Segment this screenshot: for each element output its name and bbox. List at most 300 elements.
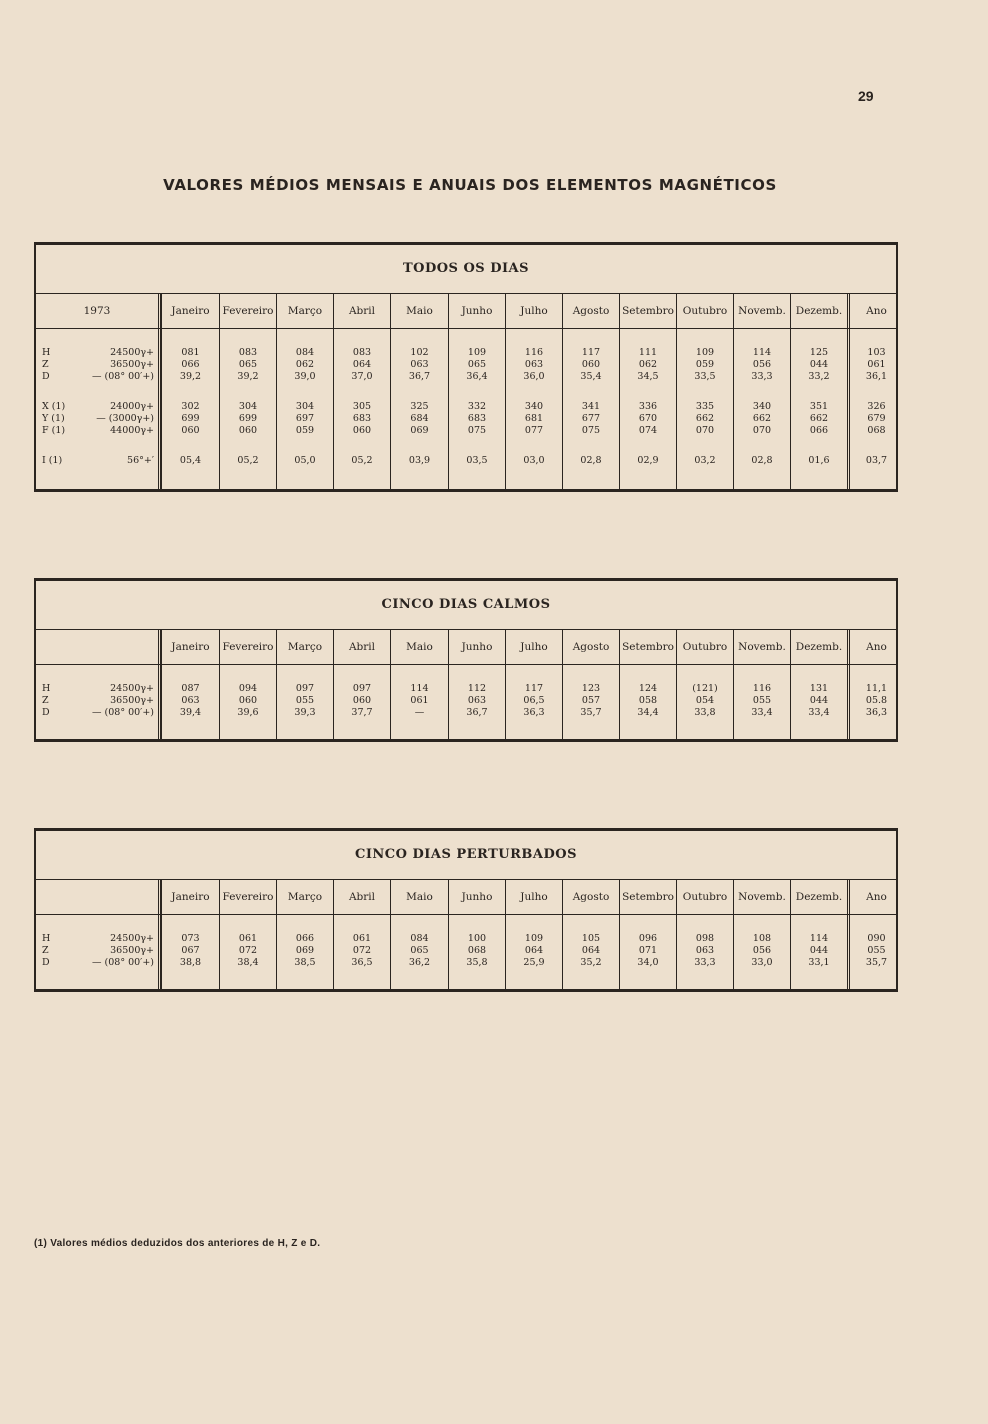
row-labels	[36, 329, 161, 489]
value-cell: 060	[352, 425, 372, 436]
value-cell: 077	[524, 425, 544, 436]
spacer	[334, 437, 390, 455]
value-cell: 063	[181, 695, 200, 706]
month-column	[276, 329, 333, 489]
column-header: Junho	[448, 880, 505, 914]
spacer	[162, 383, 219, 401]
value-cell: 36,7	[466, 707, 488, 718]
spacer	[220, 383, 276, 401]
value-cell: 063	[467, 695, 487, 706]
value-cell: 33,5	[694, 371, 716, 382]
value-cell: 06,5	[523, 695, 545, 706]
value-cell: 335	[695, 401, 715, 412]
value-cell: 114	[809, 933, 829, 944]
spacer	[449, 383, 505, 401]
value-cell: 073	[181, 933, 200, 944]
corner-cell: 1973	[36, 294, 161, 328]
spacer	[162, 437, 219, 455]
spacer	[677, 383, 733, 401]
value-cell: 326	[867, 401, 886, 412]
value-cell: 065	[410, 945, 429, 956]
value-cell: 125	[809, 347, 829, 358]
month-column	[161, 329, 219, 489]
value-cell: 03,2	[694, 455, 716, 466]
element-symbol: Z	[42, 945, 49, 956]
value-cell: 072	[352, 945, 372, 956]
value-cell: 36,0	[523, 371, 545, 382]
year-column	[847, 915, 903, 989]
table-todos-os-dias	[34, 242, 898, 492]
spacer	[449, 437, 505, 455]
spacer	[391, 383, 448, 401]
month-column	[219, 665, 276, 739]
element-symbol: D	[42, 707, 50, 718]
value-cell: 055	[867, 945, 886, 956]
element-base-value: — (08° 00′+)	[92, 957, 154, 968]
spacer	[506, 437, 562, 455]
row-label	[42, 695, 158, 707]
value-cell: 061	[238, 933, 258, 944]
value-cell: 066	[181, 359, 200, 370]
corner-cell	[36, 880, 161, 914]
value-cell: 061	[410, 695, 429, 706]
value-cell: 677	[581, 413, 601, 424]
column-header: Fevereiro	[219, 294, 276, 328]
corner-cell	[36, 630, 161, 664]
spacer	[220, 437, 276, 455]
spacer	[850, 383, 903, 401]
value-cell: 065	[467, 359, 487, 370]
column-header: Março	[276, 880, 333, 914]
column-header: Ano	[847, 880, 903, 914]
page-number: 29	[858, 88, 874, 104]
table-header-row	[36, 630, 896, 665]
value-cell: 05,0	[294, 455, 316, 466]
value-cell: 679	[867, 413, 886, 424]
column-header: Julho	[505, 294, 562, 328]
month-column	[562, 329, 619, 489]
column-header: Fevereiro	[219, 880, 276, 914]
value-cell: (121)	[692, 683, 718, 694]
value-cell: 35,8	[466, 957, 488, 968]
element-base-value: 36500γ+	[110, 359, 154, 370]
value-cell: 097	[295, 683, 315, 694]
value-cell: 05,4	[179, 455, 202, 466]
value-cell: 38,4	[237, 957, 259, 968]
spacer	[734, 437, 790, 455]
value-cell: 39,6	[237, 707, 259, 718]
value-cell: 103	[867, 347, 886, 358]
column-header: Novemb.	[733, 880, 790, 914]
column-header: Julho	[505, 880, 562, 914]
value-cell: 683	[352, 413, 372, 424]
element-symbol: I (1)	[42, 455, 63, 466]
row-label	[42, 683, 158, 695]
spacer	[563, 383, 619, 401]
value-cell: 056	[752, 945, 772, 956]
row-label	[42, 347, 158, 359]
column-header: Maio	[390, 294, 448, 328]
value-cell: 069	[295, 945, 315, 956]
value-cell: 304	[295, 401, 315, 412]
table-body	[36, 665, 896, 739]
month-column	[333, 329, 390, 489]
column-header: Agosto	[562, 630, 619, 664]
value-cell: 131	[809, 683, 829, 694]
value-cell: 05.8	[865, 695, 888, 706]
value-cell: 34,4	[637, 707, 659, 718]
month-column	[448, 665, 505, 739]
month-column	[448, 915, 505, 989]
value-cell: 105	[581, 933, 601, 944]
year-column	[847, 665, 903, 739]
value-cell: 059	[295, 425, 315, 436]
value-cell: 068	[467, 945, 487, 956]
value-cell: 39,4	[179, 707, 202, 718]
value-cell: 066	[295, 933, 315, 944]
value-cell: 066	[809, 425, 829, 436]
spacer	[563, 437, 619, 455]
element-base-value: — (08° 00′+)	[92, 707, 154, 718]
value-cell: 36,4	[466, 371, 488, 382]
table-body	[36, 915, 896, 989]
element-base-value: 24500γ+	[110, 683, 154, 694]
value-cell: 662	[809, 413, 829, 424]
value-cell: 39,3	[294, 707, 316, 718]
value-cell: 36,3	[523, 707, 545, 718]
value-cell: 063	[695, 945, 715, 956]
spacer	[620, 437, 676, 455]
value-cell: 060	[181, 425, 200, 436]
value-cell: 697	[295, 413, 315, 424]
value-cell: 37,0	[351, 371, 373, 382]
month-column	[562, 665, 619, 739]
value-cell: 662	[695, 413, 715, 424]
value-cell: 117	[581, 347, 601, 358]
element-symbol: D	[42, 957, 50, 968]
value-cell: 681	[524, 413, 544, 424]
value-cell: 340	[524, 401, 544, 412]
value-cell: 044	[809, 945, 829, 956]
value-cell: 096	[638, 933, 658, 944]
column-header: Ano	[847, 630, 903, 664]
value-cell: 36,3	[865, 707, 888, 718]
value-cell: 33,2	[808, 371, 830, 382]
value-cell: 074	[638, 425, 658, 436]
spacer	[334, 383, 390, 401]
value-cell: 063	[524, 359, 544, 370]
element-base-value: — (3000γ+)	[96, 413, 154, 424]
value-cell: 062	[295, 359, 315, 370]
value-cell: 02,8	[751, 455, 773, 466]
element-symbol: H	[42, 933, 51, 944]
element-symbol: X (1)	[42, 401, 66, 412]
value-cell: 060	[352, 695, 372, 706]
value-cell: 699	[238, 413, 258, 424]
value-cell: 072	[238, 945, 258, 956]
column-header: Novemb.	[733, 630, 790, 664]
value-cell: 38,8	[179, 957, 202, 968]
value-cell: 071	[638, 945, 658, 956]
value-cell: 341	[581, 401, 601, 412]
value-cell: 33,1	[808, 957, 830, 968]
month-column	[333, 915, 390, 989]
value-cell: 109	[467, 347, 487, 358]
value-cell: 39,0	[294, 371, 316, 382]
value-cell: 670	[638, 413, 658, 424]
spacer	[791, 383, 847, 401]
value-cell: 081	[181, 347, 200, 358]
spacer	[506, 383, 562, 401]
column-header: Novemb.	[733, 294, 790, 328]
value-cell: 35,2	[580, 957, 602, 968]
value-cell: 03,5	[466, 455, 488, 466]
row-label	[42, 371, 158, 383]
value-cell: 060	[581, 359, 601, 370]
month-column	[219, 915, 276, 989]
value-cell: 33,4	[751, 707, 773, 718]
value-cell: 075	[467, 425, 487, 436]
value-cell: 116	[524, 347, 544, 358]
row-label	[42, 933, 158, 945]
column-header: Abril	[333, 880, 390, 914]
element-base-value: 24500γ+	[110, 933, 154, 944]
column-header: Setembro	[619, 880, 676, 914]
month-column	[790, 915, 847, 989]
value-cell: 097	[352, 683, 372, 694]
table-cinco-dias-perturbados	[34, 828, 898, 992]
month-column	[619, 329, 676, 489]
column-header: Agosto	[562, 294, 619, 328]
spacer	[277, 383, 333, 401]
spacer	[850, 437, 903, 455]
value-cell: 05,2	[351, 455, 373, 466]
value-cell: 117	[524, 683, 544, 694]
value-cell: 084	[295, 347, 315, 358]
value-cell: 340	[752, 401, 772, 412]
value-cell: 114	[752, 347, 772, 358]
column-header: Março	[276, 294, 333, 328]
value-cell: 37,7	[351, 707, 373, 718]
value-cell: 332	[467, 401, 487, 412]
value-cell: 114	[410, 683, 429, 694]
value-cell: 02,8	[580, 455, 602, 466]
column-header: Janeiro	[161, 880, 219, 914]
column-header: Março	[276, 630, 333, 664]
month-column	[733, 665, 790, 739]
value-cell: 33,8	[694, 707, 716, 718]
spacer	[42, 383, 158, 401]
value-cell: 33,3	[694, 957, 716, 968]
month-column	[390, 915, 448, 989]
row-labels	[36, 665, 161, 739]
value-cell: 35,7	[580, 707, 602, 718]
value-cell: 059	[695, 359, 715, 370]
month-column	[219, 329, 276, 489]
value-cell: 055	[752, 695, 772, 706]
column-header: Ano	[847, 294, 903, 328]
month-column	[161, 665, 219, 739]
value-cell: 35,4	[580, 371, 602, 382]
value-cell: 25,9	[523, 957, 545, 968]
column-header: Outubro	[676, 880, 733, 914]
element-symbol: H	[42, 683, 51, 694]
value-cell: 064	[352, 359, 372, 370]
month-column	[619, 665, 676, 739]
spacer	[791, 437, 847, 455]
value-cell: 05,2	[237, 455, 259, 466]
element-symbol: H	[42, 347, 51, 358]
month-column	[676, 665, 733, 739]
value-cell: 075	[581, 425, 601, 436]
column-header: Abril	[333, 294, 390, 328]
value-cell: 112	[467, 683, 487, 694]
value-cell: 056	[752, 359, 772, 370]
value-cell: 123	[581, 683, 601, 694]
value-cell: 098	[695, 933, 715, 944]
value-cell: 083	[352, 347, 372, 358]
value-cell: 063	[410, 359, 429, 370]
year-column	[847, 329, 903, 489]
value-cell: 304	[238, 401, 258, 412]
row-label	[42, 455, 158, 467]
column-header: Fevereiro	[219, 630, 276, 664]
element-base-value: 24500γ+	[110, 347, 154, 358]
month-column	[448, 329, 505, 489]
column-header: Julho	[505, 630, 562, 664]
value-cell: 058	[638, 695, 658, 706]
value-cell: 683	[467, 413, 487, 424]
value-cell: 11,1	[865, 683, 888, 694]
spacer	[391, 437, 448, 455]
value-cell: 084	[410, 933, 429, 944]
column-header: Agosto	[562, 880, 619, 914]
table-cinco-dias-calmos	[34, 578, 898, 742]
month-column	[505, 915, 562, 989]
column-header: Maio	[390, 630, 448, 664]
element-symbol: F (1)	[42, 425, 66, 436]
value-cell: 01,6	[808, 455, 830, 466]
value-cell: 102	[410, 347, 429, 358]
row-label	[42, 957, 158, 969]
month-column	[505, 665, 562, 739]
value-cell: 090	[867, 933, 886, 944]
month-column	[676, 915, 733, 989]
element-symbol: Y (1)	[42, 413, 65, 424]
spacer	[620, 383, 676, 401]
column-header: Outubro	[676, 630, 733, 664]
element-symbol: Z	[42, 695, 49, 706]
table-header-row	[36, 880, 896, 915]
value-cell: 699	[181, 413, 200, 424]
element-base-value: 44000γ+	[110, 425, 154, 436]
value-cell: 351	[809, 401, 829, 412]
value-cell: 03,7	[865, 455, 888, 466]
table-title: CINCO DIAS PERTURBADOS	[36, 831, 896, 880]
value-cell: 02,9	[637, 455, 659, 466]
value-cell: 33,0	[751, 957, 773, 968]
month-column	[161, 915, 219, 989]
column-header: Dezemb.	[790, 880, 847, 914]
row-label	[42, 401, 158, 413]
value-cell: 116	[752, 683, 772, 694]
value-cell: 064	[581, 945, 601, 956]
column-header: Dezemb.	[790, 630, 847, 664]
value-cell: 109	[695, 347, 715, 358]
value-cell: 044	[809, 695, 829, 706]
value-cell: 064	[524, 945, 544, 956]
month-column	[276, 915, 333, 989]
month-column	[562, 915, 619, 989]
value-cell: 33,3	[751, 371, 773, 382]
element-base-value: — (08° 00′+)	[92, 371, 154, 382]
row-label	[42, 707, 158, 719]
row-label	[42, 413, 158, 425]
table-header-row	[36, 294, 896, 329]
element-symbol: Z	[42, 359, 49, 370]
table-title: TODOS OS DIAS	[36, 245, 896, 294]
column-header: Dezemb.	[790, 294, 847, 328]
value-cell: 36,5	[351, 957, 373, 968]
spacer	[677, 437, 733, 455]
value-cell: 36,2	[408, 957, 431, 968]
month-column	[276, 665, 333, 739]
value-cell: 34,0	[637, 957, 659, 968]
value-cell: 060	[238, 425, 258, 436]
value-cell: 36,1	[865, 371, 888, 382]
month-column	[390, 665, 448, 739]
value-cell: 33,4	[808, 707, 830, 718]
row-label	[42, 359, 158, 371]
month-column	[790, 665, 847, 739]
month-column	[790, 329, 847, 489]
value-cell: 336	[638, 401, 658, 412]
value-cell: 070	[695, 425, 715, 436]
element-base-value: 56°+′	[127, 455, 154, 466]
value-cell: 108	[752, 933, 772, 944]
value-cell: 662	[752, 413, 772, 424]
value-cell: 38,5	[294, 957, 316, 968]
value-cell: 069	[410, 425, 429, 436]
value-cell: 305	[352, 401, 372, 412]
month-column	[505, 329, 562, 489]
value-cell: 087	[181, 683, 200, 694]
value-cell: 111	[638, 347, 658, 358]
value-cell: 03,9	[408, 455, 431, 466]
value-cell: 057	[581, 695, 601, 706]
table-title: CINCO DIAS CALMOS	[36, 581, 896, 630]
month-column	[333, 665, 390, 739]
spacer	[277, 437, 333, 455]
value-cell: 094	[238, 683, 258, 694]
value-cell: 083	[238, 347, 258, 358]
column-header: Setembro	[619, 294, 676, 328]
value-cell: 044	[809, 359, 829, 370]
value-cell: 39,2	[237, 371, 259, 382]
value-cell: 109	[524, 933, 544, 944]
value-cell: 068	[867, 425, 886, 436]
month-column	[733, 329, 790, 489]
month-column	[676, 329, 733, 489]
value-cell: 39,2	[179, 371, 202, 382]
element-symbol: D	[42, 371, 50, 382]
value-cell: 34,5	[637, 371, 659, 382]
row-label	[42, 945, 158, 957]
value-cell: 065	[238, 359, 258, 370]
month-column	[733, 915, 790, 989]
month-column	[390, 329, 448, 489]
column-header: Maio	[390, 880, 448, 914]
